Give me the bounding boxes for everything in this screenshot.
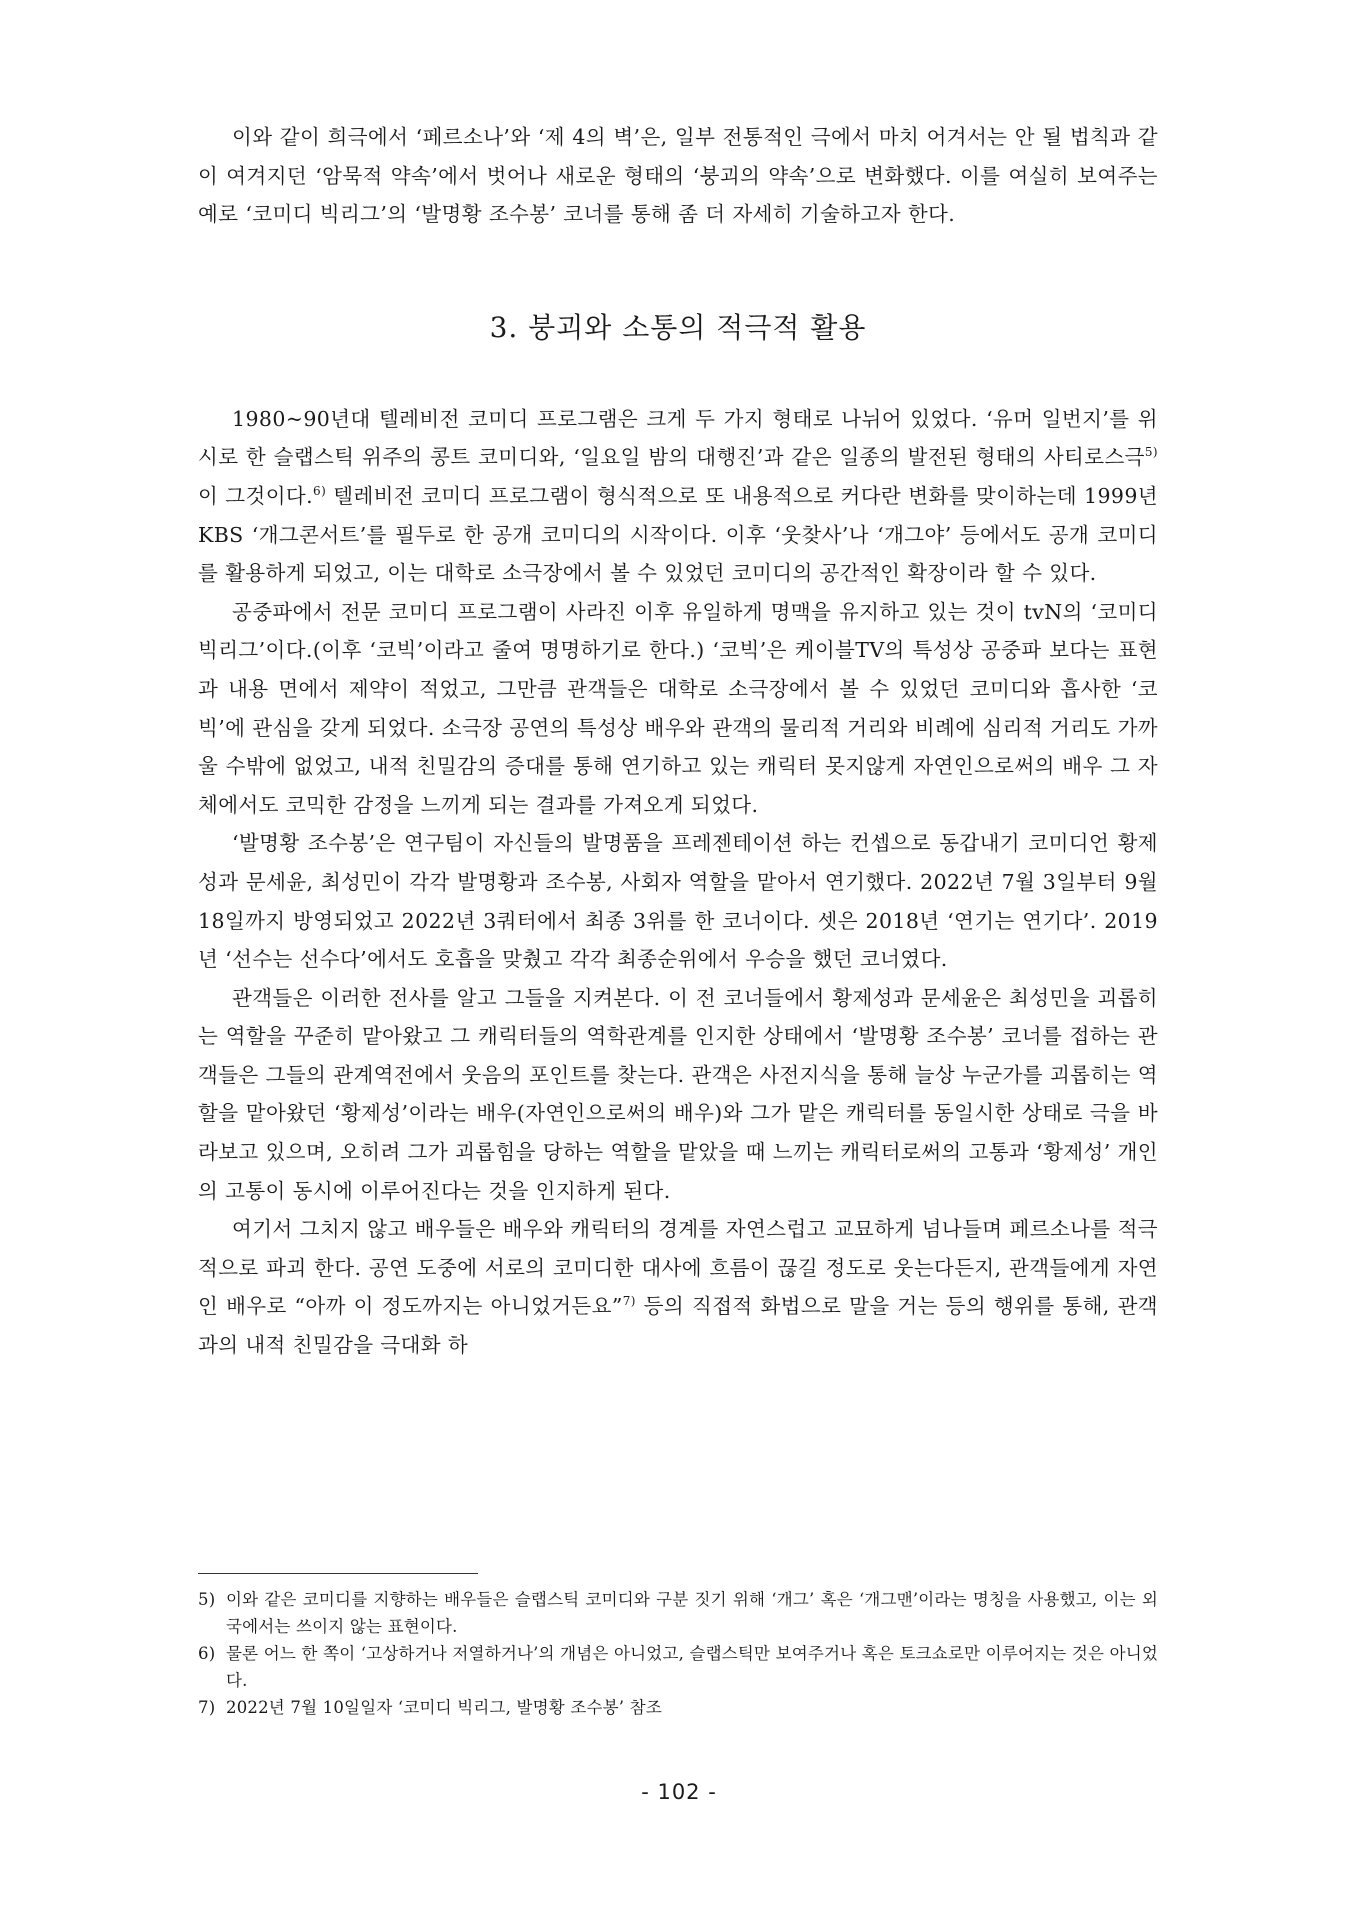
footnotes — [198, 1586, 1158, 1721]
footnote-number: 7) — [198, 1698, 216, 1717]
body-paragraph-4: 관객들은 이러한 전사를 알고 그들을 지켜본다. 이 전 코너들에서 황제성과 문세윤은 최성민을 괴롭히는 역할을 꾸준히 맡아왔고 그 캐릭터들의 역학관계를 인지한 상태에서 ‘발명황 조수봉’ 코너를 접하는 관객들은 그들의 관계역전에서 웃음의 포인트를 찾는다. 관객은 사전지식을 통해 늘상 누군가를 괴롭히는 역할을 맡아왔던 ‘황제성’이라는 배우(자연인으로써의 배우)와 그가 맡은 캐릭터를 동일시한 상태로 극을 바라보고 있으며, 오히려 그가 괴롭힘을 당하는 역할을 맡았을 때 느끼는 캐릭터로써의 고통과 ‘황제성’ 개인의 고통이 동시에 이루어진다는 것을 인지하게 된다. — [198, 985, 1158, 1203]
page-body — [198, 118, 1158, 1365]
section-title: 3. 붕괴와 소통의 적극적 활용 — [489, 310, 867, 344]
footnote-ref-7[interactable]: 7) — [622, 1294, 636, 1309]
footnote-6 — [198, 1640, 1158, 1694]
footnote-ref-5[interactable]: 5) — [1144, 445, 1158, 460]
paragraph-text: 이 그것이다. — [198, 483, 314, 508]
footnote-number: 6) — [198, 1644, 216, 1663]
intro-paragraph: 이와 같이 희극에서 ‘페르소나’와 ‘제 4의 벽’은, 일부 전통적인 극에서 마치 어겨서는 안 될 법칙과 같이 여겨지던 ‘암묵적 약속’에서 벗어나 새로운 형태의 ‘붕괴의 약속’으로 변화했다. 이를 여실히 보여주는 예로 ‘코미디 빅리그’의 ‘발명황 조수봉’ 코너를 통해 좀 더 자세히 기술하고자 한다. — [198, 125, 1158, 227]
body-paragraph-5 — [198, 1210, 1158, 1364]
page-number: - 102 - — [641, 1780, 717, 1804]
paragraph-text: 1980~90년대 텔레비전 코미디 프로그램은 크게 두 가지 형태로 나뉘어 있었다. ‘유머 일번지’를 위시로 한 슬랩스틱 위주의 콩트 코미디와, ‘일요일 밤의 대행진’과 같은 일종의 발전된 형태의 사티로스극 — [198, 406, 1158, 470]
footnote-text: 이와 같은 코미디를 지향하는 배우들은 슬랩스틱 코미디와 구분 짓기 위해 ‘개그’ 혹은 ‘개그맨’이라는 명칭을 사용했고, 이는 외국에서는 쓰이지 않는 표현이다. — [226, 1590, 1158, 1636]
paragraph-text: 여기서 그치지 않고 배우들은 배우와 캐릭터의 경계를 자연스럽고 교묘하게 넘나들며 페르소나를 적극적으로 파괴 한다. 공연 도중에 서로의 코미디한 대사에 흐름이 끊길 정도로 웃는다든지, 관객들에게 자연인 배우로 “아까 이 정도까지는 아니었거든요” — [198, 1217, 1158, 1319]
footnote-7 — [198, 1694, 1158, 1721]
paragraph-text: 텔레비전 코미디 프로그램이 형식적으로 또 내용적으로 커다란 변화를 맞이하는데 1999년 KBS ‘개그콘서트’를 필두로 한 공개 코미디의 시작이다. 이후 ‘웃찾사’나 ‘개그야’ 등에서도 공개 코미디를 활용하게 되었고, 이는 대학로 소극장에서 볼 수 있었던 코미디의 공간적인 확장이라 할 수 있다. — [198, 483, 1158, 586]
footnote-number: 5) — [198, 1590, 216, 1609]
footnote-5 — [198, 1586, 1158, 1640]
body-paragraph-2: 공중파에서 전문 코미디 프로그램이 사라진 이후 유일하게 명맥을 유지하고 있는 것이 tvN의 ‘코미디 빅리그’이다.(이후 ‘코빅’이라고 줄여 명명하기로 한다.) ‘코빅’은 케이블TV의 특성상 공중파 보다는 표현과 내용 면에서 제약이 적었고, 그만큼 관객들은 대학로 소극장에서 볼 수 있었던 코미디와 흡사한 ‘코빅’에 관심을 갖게 되었다. 소극장 공연의 특성상 배우와 관객의 물리적 거리와 비례에 심리적 거리도 가까울 수밖에 없었고, 내적 친밀감의 증대를 통해 연기하고 있는 캐릭터 못지않게 자연인으로써의 배우 그 자체에서도 코믹한 감정을 느끼게 되는 결과를 가져오게 되었다. — [198, 599, 1158, 817]
footnote-ref-6[interactable]: 6) — [313, 484, 327, 499]
body-paragraph-1 — [198, 400, 1158, 593]
body-paragraph-3: ‘발명황 조수봉’은 연구팀이 자신들의 발명품을 프레젠테이션 하는 컨셉으로 동갑내기 코미디언 황제성과 문세윤, 최성민이 각각 발명황과 조수봉, 사회자 역할을 맡아서 연기했다. 2022년 7월 3일부터 9월 18일까지 방영되었고 2022년 3쿼터에서 최종 3위를 한 코너이다. 셋은 2018년 ‘연기는 연기다’. 2019년 ‘선수는 선수다’에서도 호흡을 맞췄고 각각 최종순위에서 우승을 했던 코너였다. — [198, 831, 1158, 972]
paragraph-text: 등의 직접적 화법으로 말을 거는 등의 행위를 통해, 관객과의 내적 친밀감을 극대화 하 — [198, 1294, 1158, 1358]
footnote-text: 2022년 7월 10일일자 ‘코미디 빅리그, 발명황 조수봉’ 참조 — [226, 1698, 662, 1717]
footnote-divider — [198, 1573, 478, 1574]
footnote-text: 물론 어느 한 쪽이 ‘고상하거나 저열하거나’의 개념은 아니었고, 슬랩스틱만 보여주거나 혹은 토크쇼로만 이루어지는 것은 아니었다. — [226, 1644, 1158, 1690]
